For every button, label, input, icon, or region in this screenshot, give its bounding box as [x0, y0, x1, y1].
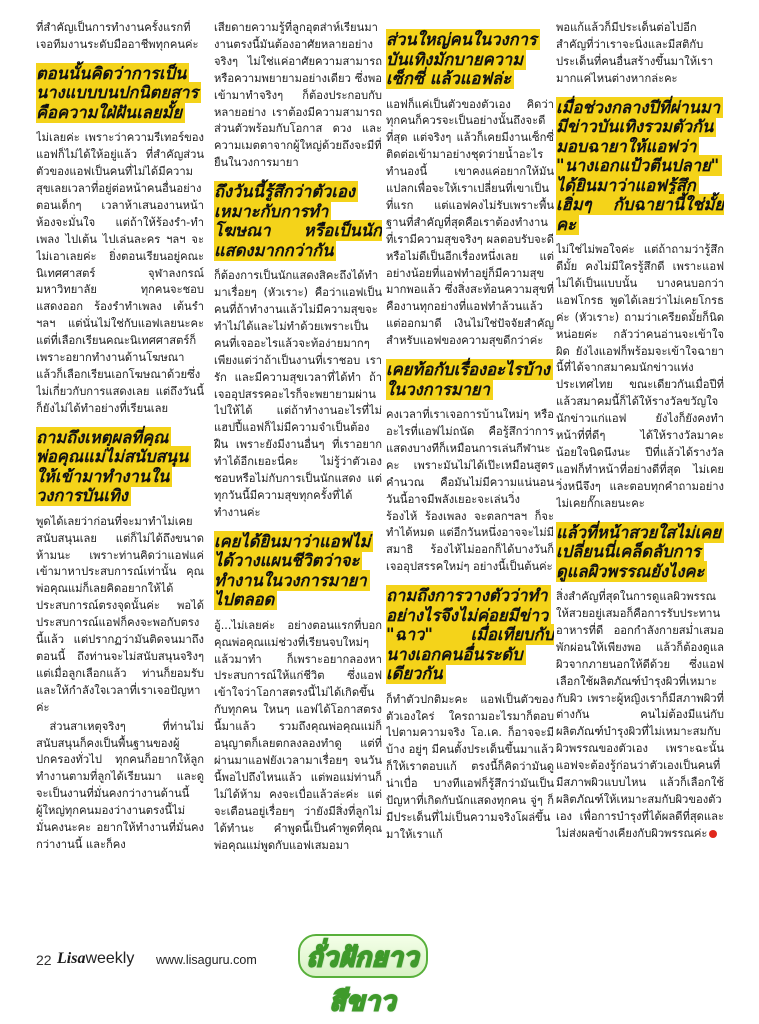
- section-heading: [556, 98, 724, 235]
- section-heading: [36, 428, 204, 506]
- page-footer: [36, 943, 726, 1017]
- section-heading-text: เมื่อช่วงกลางปีที่ผ่านมามีข่าวบันเทิงรวมตัวกันมอบฉายาให้แอฟว่า "นางเอกแป้วตีนปลาย" ได้ยินมาว่าแอฟรู้สึกเฮิ่มๆ กับฉายานี้ใช่มั้ยคะ: [556, 97, 724, 234]
- body-paragraph: สิ่งสำคัญที่สุดในการดูแลผิวพรรณให้สวยอยู่เสมอก็คือการรับประทานอาหารที่ดี ออกกำลังกายสม่ำเสมอ พักผ่อนให้เพียงพอ แล้วก็ต้องดูแลผิวจากภายนอกให้ดีด้วย ซึ่งแอฟเลือกใช้ผลิตภัณฑ์บำรุงผิวที่เหมาะกับผิว เพราะผู้หญิงเราก็มีสภาพผิวที่ต่างกัน คนไม่ต้องมีแน่กับผลิตภัณฑ์บำรุงผิวที่ไม่เหมาะสมกับผิวพรรณของตัวเอง เพราะฉะนั้นแอฟจะต้องรู้ก่อนว่าตัวเองเป็นคนที่มีสภาพผิวแบบไหน แล้วก็เลือกใช้ผลิตภัณฑ์ให้เหมาะสมกับผิวของตัวเอง เพื่อการบำรุงที่ได้ผลดีที่สุดและไม่ส่งผลข้างเคียงกับผิวพรรณค่ะ: [556, 590, 724, 840]
- section-heading: [214, 532, 382, 610]
- section-heading-text: ถามถึงเหตุผลที่คุณพ่อคุณแม่ไม่สนับสนุนให้เข้ามาทำงานในวงการบันเทิง: [36, 427, 189, 506]
- section-heading: [386, 586, 554, 684]
- section-heading: [386, 30, 554, 89]
- body-paragraph: เสียดายความรู้ที่ลูกอุตส่าห์เรียนมา งานตรงนี้มันต้องอาศัยหลายอย่างจริงๆ ไม่ใช่แค่อาศัยความสามารถหรือความพยายามอย่างเดียว ซึ่งพอเข้ามาทำจริงๆ ก็ต้องประกอบกับหลายอย่าง เราต้องมีความสามารถส่วนตัวพร้อมกับโอกาส ดวง และความเมตตาจากผู้ใหญ่ด้วยถึงจะมีที่ยืนในวงการมายา: [214, 21, 382, 170]
- body-paragraph: อู้...ไม่เลยค่ะ อย่างตอนแรกที่บอกคุณพ่อคุณแม่ช่วงที่เรียนจบใหม่ๆ แล้วมาทำ ก็เพราะอยากลองหาประสบการณ์ให้แก่ชีวิต ซึ่งแอฟเข้าใจว่าโอกาสตรงนี้ไม่ได้เกิดขึ้นกับทุกคน ใหนๆ แอฟได้โอกาสตรงนี้มาแล้ว รวมถึงคุณพ่อคุณแม่ก็อนุญาตก็เลยตกลงลองทำดู แต่ที่ผ่านมาแอฟยังเวลามาเรื่อยๆ จนวันนี้พอไปถึงไหนแล้ว แต่พอแม่ท่านก็ไม่ได้ห้าม คงจะเบื่อแล้วล่ะค่ะ แต่จะเตือนอยู่เรื่อยๆ ว่ายังมีสิ่งที่ลูกไม่ได้ทำนะ คำพูดนี้เป็นคำพูดที่คุณพ่อคุณแม่พูดกับแอฟเสมอมา: [214, 618, 382, 852]
- section-heading-text: แล้วที่หน้าสวยใสไม่เคยเปลี่ยนนี่เคล็ดลับการดูแลผิวพรรณยังไงคะ: [556, 522, 721, 581]
- end-of-article-mark: [709, 830, 717, 838]
- section-heading-text: เคยได้ยินมาว่าแอฟไม่ได้วางแผนชีวิตว่าจะทำงานในวงการมายาไปตลอด: [214, 531, 371, 610]
- section-heading: [556, 523, 724, 582]
- brand-main: Lisa: [57, 950, 86, 967]
- body-paragraph: ก็ต้องการเป็นนักแสดงสิคะถึงได้ทำมาเรื่อยๆ (หัวเราะ) คือว่าแอฟเป็นคนที่ถ้าทำงานแล้วไม่มีความสุขจะทำไม่ได้และไม่ทำด้วยเพราะเป็นคนที่เจออะไรแล้วจะท้อง่ายมากๆ เพียงแต่ว่าถ้าเป็นงานที่เราชอบ เรารัก และมีความสุขเวลาที่ได้ทำ ถ้าเจออุปสรรคอะไรก็จะพยายามผ่านไปให้ได้ แต่ถ้าทำงานอะไรที่ไม่แฮปปี้แอฟก็ไม่มีความจำเป็นต้องฝืน เพราะยังมีงานอื่นๆ ที่เราอยากทำได้อีกเยอะนี่คะ ไม่รู้ว่าตัวเองชอบหรือไม่กับการเป็นนักแสดง แต่ทุกวันนี้มีความสุขทุกครั้งที่ได้ทำงานค่ะ: [214, 269, 382, 519]
- body-paragraph: ส่วนสาเหตุจริงๆ ที่ท่านไม่สนับสนุนก็คงเป็นพื้นฐานของผู้ปกครองทั่วไป ทุกคนก็อยากให้ลูกทำงานตามที่ลูกได้เรียนมา และดูจะเป็นงานที่มั่นคงกว่างานด้านนี้ ผู้ใหญ่ทุกคนมองว่างานตรงนี้ไม่มั่นคงนะคะ อยากให้ทำงานที่มั่นคงกว่างานนี้ และก็คง: [36, 719, 204, 851]
- page-number: 22: [36, 952, 52, 968]
- column-1: [36, 20, 204, 925]
- brand-logo: [57, 950, 134, 968]
- body-paragraph: ก็ทำตัวปกติมะคะ แอฟเป็นตัวของตัวเองใคร่ ใครถามอะไรมาก็ตอบไปตามความจริง โอ.เค. ก็อาจจะมีบ้าง อยู่ๆ มีคนตั้งประเด็นขึ้นมาแล้วก็ให้เราตอบแก้ ตรงนี้ก็คิดว่ามันดูน่าเบื่อ บางทีแอฟก็รู้สึกว่ามันเป็นปัญหาที่เกิดกับนักแสดงทุกคน จู่ๆ ก็มีประเด็นที่ไม่เป็นความจริงโผล่ขึ้นมาให้เราแก้: [386, 692, 554, 841]
- section-heading: [386, 360, 554, 399]
- column-4: [556, 20, 724, 925]
- section-heading-text: ตอนนั้นคิดว่าการเป็นนางแบบบนปกนิตยสารคือความใฝ่ฝันเลยมั้ย: [36, 63, 199, 122]
- body-paragraph: คงเวลาที่เราเจอการบ้านใหม่ๆ หรืออะไรที่แอฟไม่ถนัด คือรู้สึกว่าการแสดงบางทีก็เหมือนการเล่นกีฬานะคะ เพราะมันไม่ได้เป๊ะเหมือนสูตรคำนวณ คือมันไม่มีความแน่นอน วันนี้อาจมีพลังเยอะจะเล่นวิ่ง ร้องไห้ ร้องเพลง จะตลกฯลฯ ก็จะทำได้หมด แต่อีกวันหนึ่งอาจจะไม่มีสมาธิ ร้องไห้ไม่ออกก็ได้บางวันก็เจออุปสรรคใหม่ๆ อย่างนี้เป็นต้นค่ะ: [386, 408, 554, 574]
- body-paragraph: ไม่เลยค่ะ เพราะว่าความรีเทอร์ของแอฟก็ไม่ได้ให้อยู่แล้ว ที่สำคัญส่วนตัวของแอฟเป็นคนที่ไม่ได้มีความสุขเลยเวลาที่อยู่ต่อหน้าคนอื่นอย่างตอนเด็กๆ เวลาห้าเสนองานหน้าห้องจะมั่นใจ แต่ถ้าให้ร้องรำ-ทำเพลง ไปเต้น ไปเล่นละคร ฯลฯ จะไม่เอาเลยค่ะ ยิ่งตอนเรียนอยู่คณะนิเทศศาสตร์ จุฬาลงกรณ์มหาวิทยาลัย ทุกคนจะชอบแสดงออก ร้องรำทำเพลง เต้นรำ ฯลฯ แต่นั่นไม่ใช่กับแอฟเลยนะคะ แต่ที่เลือกเรียนคณะนิเทศศาสตร์ก็เพราะอยากทำงานด้านโฆษณา แล้วก็เลือกเรียนเอกโฆษณาด้วยซึ่งไม่เกี่ยวกับการแสดงเลย แต่ถึงวันนี้ก็ยังไม่ได้ทำอย่างที่เรียนเลย: [36, 131, 204, 415]
- body-paragraph: พูดได้เลยว่าก่อนที่จะมาทำไม่เคยสนับสนุนเลย แต่ก็ไม่ได้ถึงขนาดห้ามนะ เพราะท่านคิดว่าแอฟแค่เข้ามาหาประสบการณ์เท่านั้น คุณพ่อคุณแม่ก็เลยคิดอยากให้ได้ประสบการณ์ตรงจุดนั้นค่ะ พอได้ประสบการณ์แอฟก็คงจะพอกับตรงนี้แล้ว แต่ปรากฏว่ามันติดจนมาถึงตอนนี้ ถึงท่านจะไม่สนับสนุนจริงๆ แต่เมื่อลูกเลือกแล้ว ท่านก็ยอมรับและให้กำลังใจเวลาที่เราเจอปัญหาค่ะ: [36, 514, 204, 714]
- section-heading: [214, 182, 382, 260]
- body-paragraph: แอฟก็แค่เป็นตัวของตัวเอง คิดว่าทุกคนก็ควรจะเป็นอย่างนั้นถึงจะดีที่สุด แต่จริงๆ แล้วก็เคยมีงานเซ็กซี่ติดต่อเข้ามาอย่างชุดว่ายน้ำอะไรทำนองนี้ เขาคงแค่อยากให้มันแปลกเพื่อจะให้เราเปลี่ยนที่เขาเป็นที่แรก แต่แอฟคงไม่รับเพราะพื้นฐานที่สำคัญที่สุดคือเราต้องทำงานที่เรามีความสุขจริงๆ ผลตอบรับจะดีหรือไม่ดีเป็นอีกเรื่องหนึ่งเลย แต่อย่างน้อยที่แอฟทำอยู่ก็มีความสุขมากพอแล้ว ซึ่งสิ่งสะท้อนความสุขที่คืองานทุกอย่างที่แอฟทำล้วนแล้วแต่ออกมาดี เงินไม่ใช่ปัจจัยสำคัญสำหรับแอฟของความสุขดีกว่าค่ะ: [386, 97, 554, 348]
- brand-sub: weekly: [85, 950, 135, 967]
- section-heading-text: เคยท้อกับเรื่องอะไรบ้างในวงการมายา: [386, 360, 550, 399]
- section-heading-text: ถามถึงการวางตัวว่าทำอย่างไรจึงไม่ค่อยมีข่าว "ฉาว" เมื่อเทียบกับนางเอกคนอื่นระดับเดียวกัน: [386, 586, 554, 684]
- section-heading-text: ถึงวันนี้รู้สึกว่าตัวเองเหมาะกับการทำโฆษณา หรือเป็นนักแสดงมากกว่ากัน: [214, 182, 382, 260]
- section-heading: [36, 64, 204, 123]
- column-2: [214, 20, 382, 925]
- website-url: www.lisaguru.com: [156, 953, 257, 967]
- column-logo: ถั่วฝักยาวสีขาว: [298, 934, 428, 978]
- section-heading-text: ส่วนใหญ่คนในวงการบันเทิงมักบายความเซ็กซี่ แล้วแอฟล่ะ: [386, 30, 537, 88]
- body-paragraph: ไม่ใช่ไม่พอใจค่ะ แต่ถ้าถามว่ารู้สึกดีมั้ย คงไม่มีใครรู้สึกดี เพราะแอฟไม่ได้เป็นแบบนั้น บางคนบอกว่าแอฟโกรธ พูดได้เลยว่าไม่เคยโกรธค่ะ (หัวเราะ) ถามว่าเครียดมั้ยก็นิดหน่อยค่ะ กลัวว่าคนอ่านจะเข้าใจผิด ยังไงแอฟก็พร้อมจะเข้าใจฉายานี้ที่ได้จากสมาคมนักข่าวแห่งประเทศไทย ขณะเดียวกันเมื่อปีที่แล้วสมาคมนี้ก็ได้ให้รางวัลขวัญใจนักข่าวแก่แอฟ ยังไงก็ยังคงทำหน้าที่ที่ดีๆ ได้ให้รางวัลมาคะน้อยใจนิดนึงนะ ปีที่แล้วได้รางวัลแอฟก็ทำหน้าที่อย่างดีที่สุด ไม่เคยวิ่งหนีจึงๆ และตอบทุกคำถามอย่างไม่เคยกั๊กเลยนะคะ: [556, 243, 724, 510]
- body-paragraph: ที่สำคัญเป็นการทำงานครั้งแรกที่เจอทีมงานระดับมืออาชีพทุกคนค่ะ: [36, 21, 199, 51]
- body-paragraph: พอแก้แล้วก็มีประเด็นต่อไปอีก สำคัญที่ว่าเราจะนิ่งและมีสติกับประเด็นที่คนอื่นสร้างขึ้นมาให้เรามากแค่ไหนต่างหากล่ะคะ: [556, 21, 714, 85]
- column-3: [386, 20, 554, 925]
